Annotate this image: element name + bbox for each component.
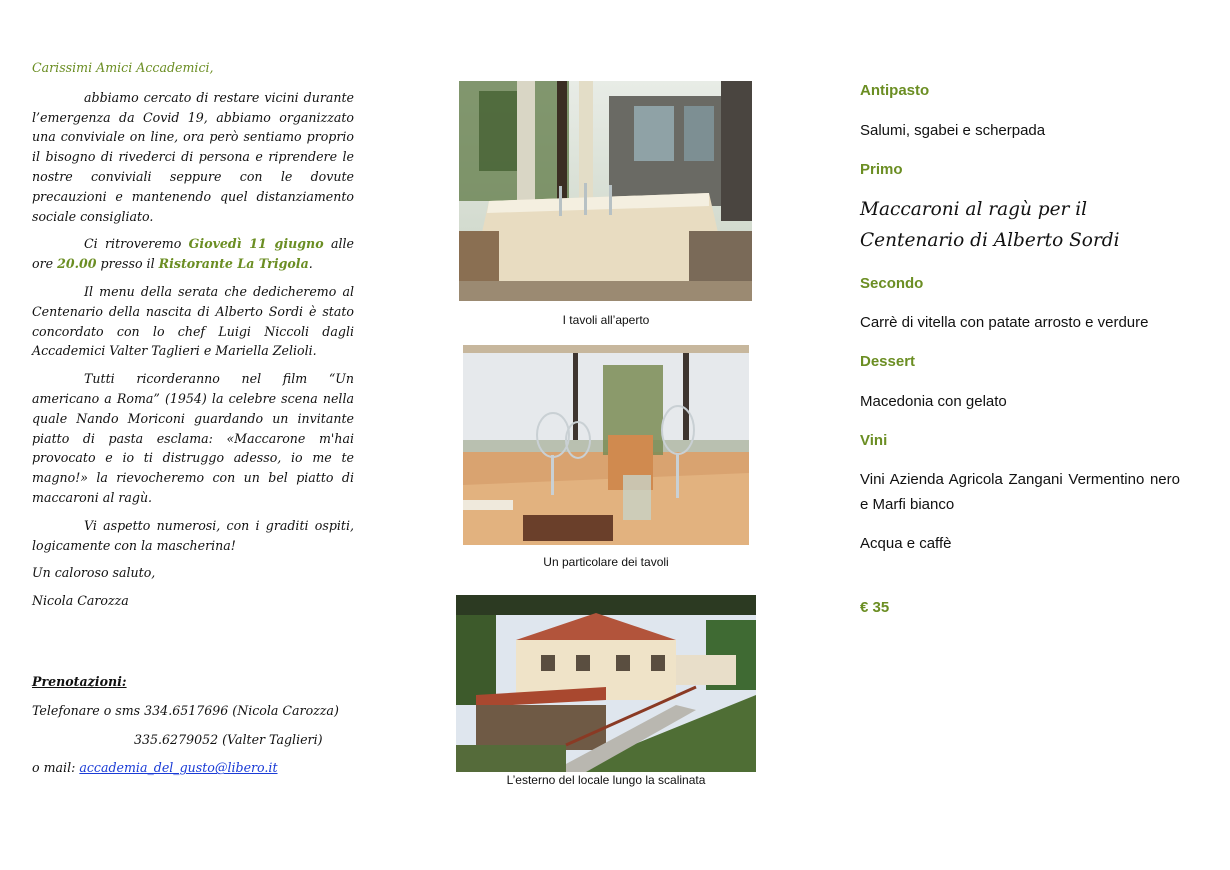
dish-antipasto: Salumi, sgabei e scherpada: [860, 122, 1046, 139]
letter-column: [32, 58, 354, 776]
booking-section: [32, 672, 372, 787]
booking-mail-label: o mail:: [32, 760, 80, 776]
dish-vini: Vini Azienda Agricola Zangani Vermentino nero e Marfi bianco: [860, 471, 1180, 513]
course-vini: Vini: [860, 432, 888, 449]
booking-mail-line: [32, 758, 372, 778]
letter-paragraph-1: abbiamo cercato di restare vicini durante l’emergenza da Covid 19, abbiamo organizzato una conviviale on line, ora però sentiamo proprio il bisogno di rivederci di persona e riprendere le nostre conviviali seppure con le dovute precauzioni e mantenendo quel distanziamento sociale consigliato.: [32, 89, 354, 224]
letter-paragraph-2: [32, 234, 354, 274]
dish-dessert: Macedonia con gelato: [860, 393, 1007, 410]
event-time: 20.00: [57, 256, 97, 272]
event-place: Ristorante La Trigola: [158, 256, 309, 272]
caption-exterior: L’esterno del locale lungo la scalinata: [506, 773, 706, 787]
event-date: Giovedì 11 giugno: [188, 236, 324, 252]
p2-text-c: presso il: [96, 256, 159, 272]
p2-text-a: Ci ritroveremo: [84, 236, 189, 252]
photo-exterior-image: [456, 595, 756, 772]
letter-paragraph-4: Tutti ricorderanno nel film “Un americano a Roma” (1954) la celebre scena nella quale Nando Moriconi guardando un invitante piatto di pasta esclama: «Maccarone m'hai provocato e io ti distruggo adesso, io me te magno!» la rievocheremo con un bel piatto di maccaroni al ragù.: [32, 371, 354, 505]
caption-table-detail: Un particolare dei tavoli: [543, 555, 669, 569]
course-dessert: Dessert: [860, 353, 916, 370]
photo-table-detail-image: [463, 345, 749, 545]
photo-outdoor-tables: [459, 81, 752, 301]
photo-exterior: [456, 595, 756, 772]
letter-closing: Un caloroso saluto,: [32, 565, 156, 581]
photo-table-detail: [463, 345, 749, 545]
letter-signature: Nicola Carozza: [32, 593, 129, 609]
letter-greeting: Carissimi Amici Accademici,: [32, 60, 214, 75]
booking-title: Prenotazioni:: [32, 674, 127, 689]
letter-paragraph-5: Vi aspetto numerosi, con i graditi ospiti, logicamente con la mascherina!: [32, 517, 354, 553]
dish-secondo: Carrè di vitella con patate arrosto e verdure: [860, 314, 1149, 331]
dish-primo: Maccaroni al ragù per il Centenario di Alberto Sordi: [860, 199, 1120, 251]
booking-phone-1: Telefonare o sms 334.6517696 (Nicola Carozza): [32, 702, 339, 718]
caption-outdoor-tables: I tavoli all’aperto: [562, 313, 650, 327]
menu-price: € 35: [860, 599, 890, 616]
booking-mail-link[interactable]: accademia_del_gusto@libero.it: [79, 760, 278, 776]
course-antipasto: Antipasto: [860, 82, 930, 99]
course-primo: Primo: [860, 161, 903, 178]
letter-paragraph-3: Il menu della serata che dedicheremo al Centenario della nascita di Alberto Sordi è stato concordato con lo chef Luigi Niccoli dagli Accademici Valter Taglieri e Mariella Zelioli.: [32, 283, 354, 359]
course-secondo: Secondo: [860, 275, 924, 292]
dish-acqua: Acqua e caffè: [860, 535, 952, 552]
p2-text-b: alle ore: [32, 236, 354, 272]
photo-outdoor-tables-image: [459, 81, 752, 301]
booking-phone-2: 335.6279052 (Valter Taglieri): [134, 731, 323, 747]
p2-text-d: .: [308, 256, 313, 272]
